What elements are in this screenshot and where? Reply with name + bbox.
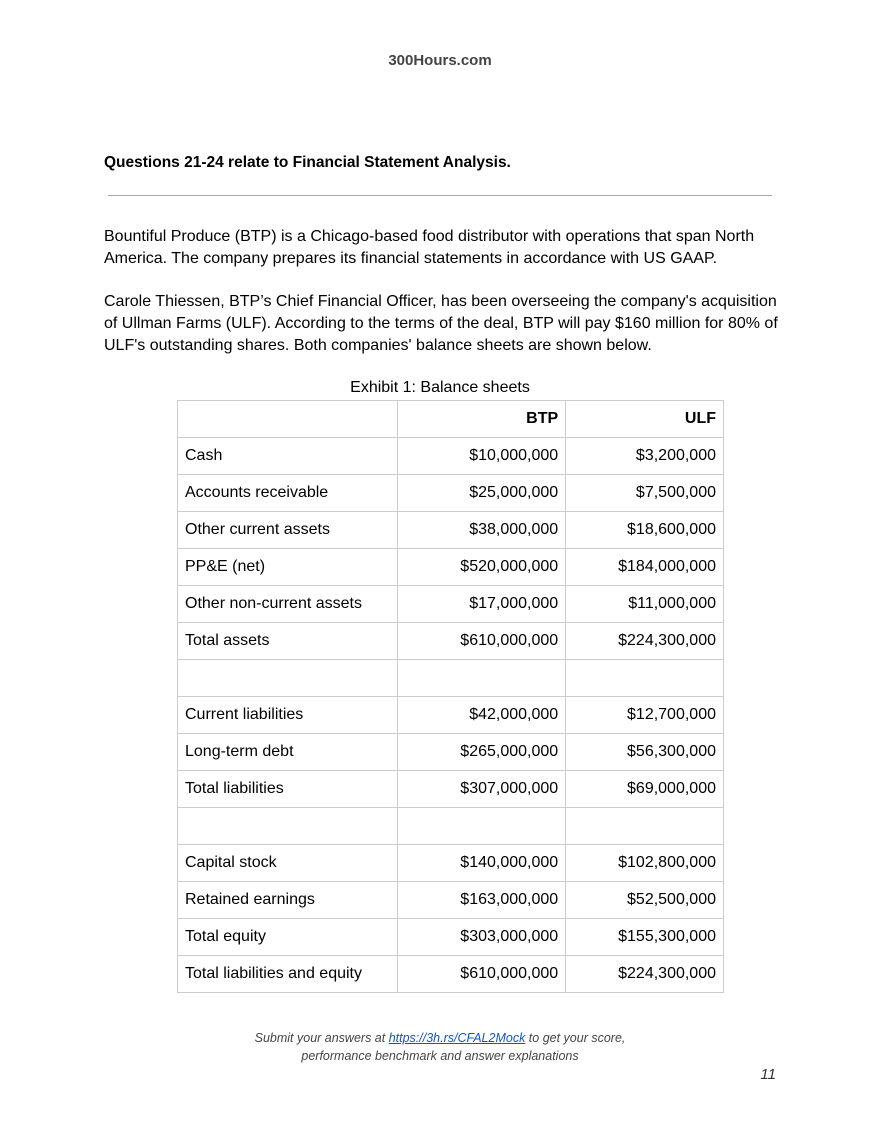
row-label-cell: Total equity <box>178 919 398 956</box>
ulf-value-cell <box>566 660 724 697</box>
table-row <box>178 771 724 808</box>
row-label-cell: Retained earnings <box>178 882 398 919</box>
divider <box>108 195 772 196</box>
btp-value-cell: $163,000,000 <box>398 882 566 919</box>
ulf-value-cell: $69,000,000 <box>566 771 724 808</box>
table-row <box>178 919 724 956</box>
mock-exam-link[interactable]: https://3h.rs/CFAL2Mock <box>388 1031 526 1045</box>
ulf-value-cell: $12,700,000 <box>566 697 724 734</box>
table-row <box>178 660 724 697</box>
site-header: 300Hours.com <box>388 52 492 69</box>
table-row <box>178 956 724 993</box>
page-number: 11 <box>760 1066 776 1083</box>
row-label-cell: Current liabilities <box>178 697 398 734</box>
btp-value-cell: $520,000,000 <box>398 549 566 586</box>
column-header-blank <box>178 401 398 438</box>
column-header-btp: BTP <box>398 401 566 438</box>
row-label-cell: Accounts receivable <box>178 475 398 512</box>
ulf-value-cell: $7,500,000 <box>566 475 724 512</box>
ulf-value-cell: $11,000,000 <box>566 586 724 623</box>
table-row <box>178 697 724 734</box>
table-row <box>178 623 724 660</box>
row-label-cell: Total assets <box>178 623 398 660</box>
row-label-cell <box>178 808 398 845</box>
ulf-value-cell: $3,200,000 <box>566 438 724 475</box>
table-row <box>178 586 724 623</box>
column-header-ulf: ULF <box>566 401 724 438</box>
table-row <box>178 512 724 549</box>
btp-value-cell: $140,000,000 <box>398 845 566 882</box>
table-row <box>178 845 724 882</box>
section-heading: Questions 21-24 relate to Financial Statement Analysis. <box>104 154 511 171</box>
table-row <box>178 549 724 586</box>
row-label-cell: Capital stock <box>178 845 398 882</box>
acquisition-paragraph: Carole Thiessen, BTP’s Chief Financial Officer, has been overseeing the company's acquisition of Ullman Farms (ULF). According to the terms of the deal, BTP will pay $160 million for 80% of ULF's outstanding shares. Both companies' balance sheets are shown below. <box>104 293 778 354</box>
row-label-cell: Total liabilities and equity <box>178 956 398 993</box>
row-label-cell: Long-term debt <box>178 734 398 771</box>
btp-value-cell: $17,000,000 <box>398 586 566 623</box>
ulf-value-cell <box>566 808 724 845</box>
ulf-value-cell: $18,600,000 <box>566 512 724 549</box>
ulf-value-cell: $52,500,000 <box>566 882 724 919</box>
btp-value-cell: $265,000,000 <box>398 734 566 771</box>
row-label-cell: Other non-current assets <box>178 586 398 623</box>
btp-value-cell: $303,000,000 <box>398 919 566 956</box>
ulf-value-cell: $102,800,000 <box>566 845 724 882</box>
row-label-cell: PP&E (net) <box>178 549 398 586</box>
ulf-value-cell: $155,300,000 <box>566 919 724 956</box>
btp-value-cell <box>398 660 566 697</box>
table-row <box>178 882 724 919</box>
row-label-cell <box>178 660 398 697</box>
exhibit-caption: Exhibit 1: Balance sheets <box>350 379 530 396</box>
btp-value-cell: $307,000,000 <box>398 771 566 808</box>
row-label-cell: Total liabilities <box>178 771 398 808</box>
ulf-value-cell: $56,300,000 <box>566 734 724 771</box>
table-row <box>178 438 724 475</box>
footer-line2: performance benchmark and answer explanations <box>301 1049 579 1063</box>
footer-prefix: Submit your answers at <box>254 1031 389 1045</box>
submission-footer <box>0 1029 880 1065</box>
btp-value-cell: $610,000,000 <box>398 623 566 660</box>
btp-value-cell: $42,000,000 <box>398 697 566 734</box>
table-header-row <box>178 401 724 438</box>
balance-sheet-table <box>177 400 724 993</box>
ulf-value-cell: $184,000,000 <box>566 549 724 586</box>
btp-value-cell: $10,000,000 <box>398 438 566 475</box>
btp-value-cell: $25,000,000 <box>398 475 566 512</box>
btp-value-cell: $610,000,000 <box>398 956 566 993</box>
ulf-value-cell: $224,300,000 <box>566 956 724 993</box>
ulf-value-cell: $224,300,000 <box>566 623 724 660</box>
row-label-cell: Cash <box>178 438 398 475</box>
btp-value-cell: $38,000,000 <box>398 512 566 549</box>
table-row <box>178 808 724 845</box>
table-row <box>178 475 724 512</box>
row-label-cell: Other current assets <box>178 512 398 549</box>
table-row <box>178 734 724 771</box>
footer-suffix: to get your score, <box>525 1031 626 1045</box>
btp-value-cell <box>398 808 566 845</box>
intro-paragraph: Bountiful Produce (BTP) is a Chicago-based food distributor with operations that span North America. The company prepares its financial statements in accordance with US GAAP. <box>104 228 755 267</box>
